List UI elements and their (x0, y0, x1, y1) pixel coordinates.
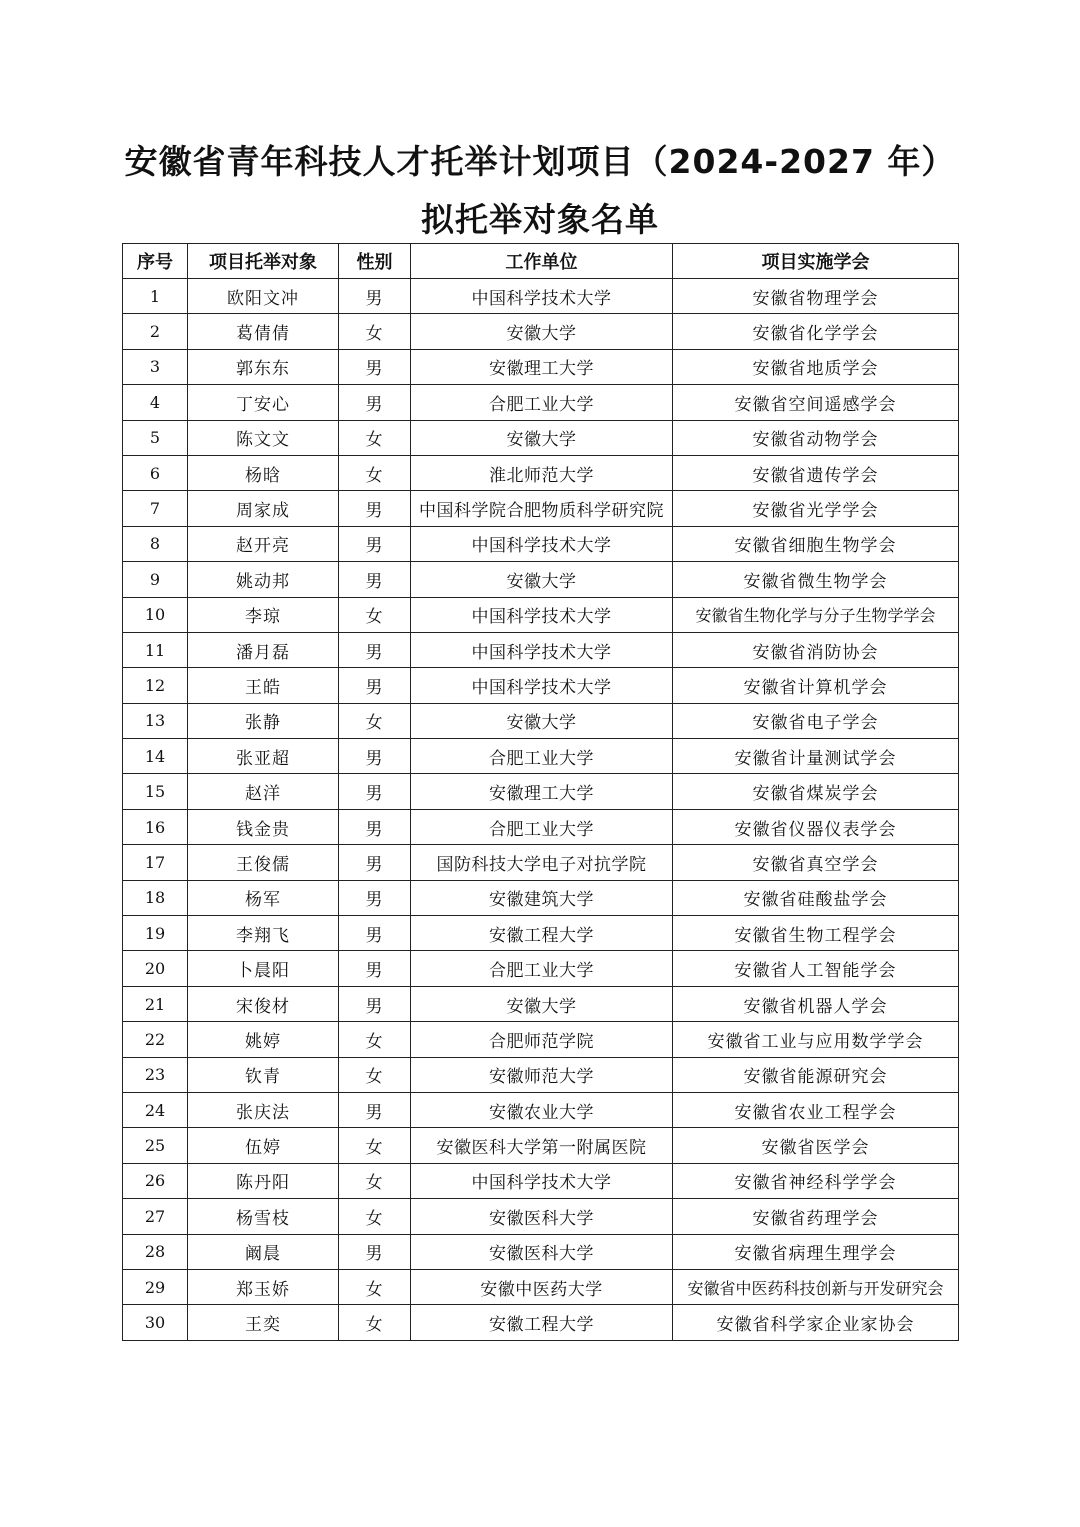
workplace-cell: 安徽大学 (411, 420, 673, 455)
candidate-cell: 陈文文 (188, 420, 339, 455)
society-cell: 安徽省中医药科技创新与开发研究会 (673, 1269, 959, 1304)
gender-cell: 女 (339, 1269, 411, 1304)
gender-cell: 男 (339, 349, 411, 384)
serial-cell: 11 (123, 632, 188, 667)
gender-cell: 男 (339, 491, 411, 526)
society-cell: 安徽省仪器仪表学会 (673, 809, 959, 844)
society-cell: 安徽省计算机学会 (673, 668, 959, 703)
gender-cell: 男 (339, 916, 411, 951)
society-cell: 安徽省工业与应用数学学会 (673, 1022, 959, 1057)
workplace-cell: 中国科学院合肥物质科学研究院 (411, 491, 673, 526)
table-row (123, 845, 959, 880)
table-row (123, 916, 959, 951)
workplace-cell: 安徽大学 (411, 314, 673, 349)
candidate-cell: 周家成 (188, 491, 339, 526)
gender-cell: 女 (339, 1057, 411, 1092)
candidate-cell: 李翔飞 (188, 916, 339, 951)
society-cell: 安徽省化学学会 (673, 314, 959, 349)
table-body (123, 279, 959, 1341)
society-cell: 安徽省机器人学会 (673, 986, 959, 1021)
header-society: 项目实施学会 (673, 244, 959, 279)
candidate-cell: 宋俊材 (188, 986, 339, 1021)
workplace-cell: 安徽工程大学 (411, 916, 673, 951)
serial-cell: 12 (123, 668, 188, 703)
workplace-cell: 淮北师范大学 (411, 455, 673, 490)
society-cell: 安徽省生物工程学会 (673, 916, 959, 951)
table-header (123, 244, 959, 279)
society-cell: 安徽省光学学会 (673, 491, 959, 526)
society-cell: 安徽省农业工程学会 (673, 1092, 959, 1127)
society-cell: 安徽省地质学会 (673, 349, 959, 384)
society-cell: 安徽省生物化学与分子生物学学会 (673, 597, 959, 632)
table-row (123, 1057, 959, 1092)
document-title: 安徽省青年科技人才托举计划项目（2024-2027 年） (124, 142, 956, 181)
serial-cell: 14 (123, 739, 188, 774)
candidate-cell: 姚婷 (188, 1022, 339, 1057)
candidate-cell: 张亚超 (188, 739, 339, 774)
gender-cell: 男 (339, 279, 411, 314)
workplace-cell: 安徽中医药大学 (411, 1269, 673, 1304)
candidate-cell: 郭东东 (188, 349, 339, 384)
society-cell: 安徽省人工智能学会 (673, 951, 959, 986)
candidate-cell: 张庆法 (188, 1092, 339, 1127)
workplace-cell: 安徽理工大学 (411, 349, 673, 384)
serial-cell: 3 (123, 349, 188, 384)
gender-cell: 男 (339, 632, 411, 667)
society-cell: 安徽省遗传学会 (673, 455, 959, 490)
candidate-cell: 姚动邦 (188, 562, 339, 597)
serial-cell: 6 (123, 455, 188, 490)
candidate-cell: 葛倩倩 (188, 314, 339, 349)
workplace-cell: 中国科学技术大学 (411, 1163, 673, 1198)
society-cell: 安徽省细胞生物学会 (673, 526, 959, 561)
serial-cell: 2 (123, 314, 188, 349)
header-gender: 性别 (339, 244, 411, 279)
serial-cell: 16 (123, 809, 188, 844)
table-row (123, 774, 959, 809)
workplace-cell: 安徽大学 (411, 562, 673, 597)
candidate-cell: 杨军 (188, 880, 339, 915)
gender-cell: 女 (339, 1163, 411, 1198)
gender-cell: 女 (339, 1199, 411, 1234)
table-row (123, 951, 959, 986)
workplace-cell: 中国科学技术大学 (411, 597, 673, 632)
workplace-cell: 合肥工业大学 (411, 739, 673, 774)
workplace-cell: 安徽医科大学 (411, 1234, 673, 1269)
workplace-cell: 合肥工业大学 (411, 951, 673, 986)
table-row (123, 349, 959, 384)
workplace-cell: 合肥师范学院 (411, 1022, 673, 1057)
workplace-cell: 中国科学技术大学 (411, 632, 673, 667)
gender-cell: 男 (339, 668, 411, 703)
serial-cell: 18 (123, 880, 188, 915)
candidate-cell: 丁安心 (188, 385, 339, 420)
table-row (123, 1199, 959, 1234)
table-row (123, 632, 959, 667)
candidate-cell: 李琼 (188, 597, 339, 632)
serial-cell: 30 (123, 1305, 188, 1340)
workplace-cell: 安徽医科大学第一附属医院 (411, 1128, 673, 1163)
table-row (123, 597, 959, 632)
candidate-cell: 王奕 (188, 1305, 339, 1340)
table-row (123, 491, 959, 526)
workplace-cell: 合肥工业大学 (411, 385, 673, 420)
candidate-cell: 王皓 (188, 668, 339, 703)
society-cell: 安徽省能源研究会 (673, 1057, 959, 1092)
gender-cell: 女 (339, 420, 411, 455)
table-row (123, 1269, 959, 1304)
table-row (123, 703, 959, 738)
society-cell: 安徽省药理学会 (673, 1199, 959, 1234)
workplace-cell: 安徽工程大学 (411, 1305, 673, 1340)
header-candidate: 项目托举对象 (188, 244, 339, 279)
table-row (123, 279, 959, 314)
workplace-cell: 中国科学技术大学 (411, 279, 673, 314)
society-cell: 安徽省医学会 (673, 1128, 959, 1163)
serial-cell: 26 (123, 1163, 188, 1198)
serial-cell: 21 (123, 986, 188, 1021)
serial-cell: 8 (123, 526, 188, 561)
serial-cell: 19 (123, 916, 188, 951)
gender-cell: 男 (339, 880, 411, 915)
candidate-cell: 郑玉娇 (188, 1269, 339, 1304)
candidate-cell: 阚晨 (188, 1234, 339, 1269)
gender-cell: 男 (339, 562, 411, 597)
workplace-cell: 安徽医科大学 (411, 1199, 673, 1234)
gender-cell: 女 (339, 1128, 411, 1163)
candidate-cell: 王俊儒 (188, 845, 339, 880)
table-row (123, 420, 959, 455)
serial-cell: 4 (123, 385, 188, 420)
table-row (123, 1128, 959, 1163)
society-cell: 安徽省空间遥感学会 (673, 385, 959, 420)
header-workplace: 工作单位 (411, 244, 673, 279)
table-row (123, 562, 959, 597)
serial-cell: 25 (123, 1128, 188, 1163)
gender-cell: 男 (339, 739, 411, 774)
society-cell: 安徽省物理学会 (673, 279, 959, 314)
society-cell: 安徽省真空学会 (673, 845, 959, 880)
gender-cell: 女 (339, 597, 411, 632)
society-cell: 安徽省科学家企业家协会 (673, 1305, 959, 1340)
table-row (123, 1305, 959, 1340)
table-row (123, 1163, 959, 1198)
candidate-cell: 伍婷 (188, 1128, 339, 1163)
serial-cell: 15 (123, 774, 188, 809)
table-row (123, 986, 959, 1021)
society-cell: 安徽省硅酸盐学会 (673, 880, 959, 915)
table-row (123, 1234, 959, 1269)
gender-cell: 男 (339, 385, 411, 420)
candidate-cell: 欧阳文冲 (188, 279, 339, 314)
candidate-table (122, 243, 959, 1341)
serial-cell: 13 (123, 703, 188, 738)
workplace-cell: 安徽建筑大学 (411, 880, 673, 915)
serial-cell: 20 (123, 951, 188, 986)
serial-cell: 22 (123, 1022, 188, 1057)
candidate-cell: 钦青 (188, 1057, 339, 1092)
society-cell: 安徽省微生物学会 (673, 562, 959, 597)
society-cell: 安徽省煤炭学会 (673, 774, 959, 809)
serial-cell: 24 (123, 1092, 188, 1127)
serial-cell: 23 (123, 1057, 188, 1092)
serial-cell: 28 (123, 1234, 188, 1269)
gender-cell: 女 (339, 1022, 411, 1057)
candidate-cell: 杨雪枝 (188, 1199, 339, 1234)
workplace-cell: 安徽师范大学 (411, 1057, 673, 1092)
header-serial: 序号 (123, 244, 188, 279)
gender-cell: 男 (339, 1234, 411, 1269)
society-cell: 安徽省计量测试学会 (673, 739, 959, 774)
gender-cell: 男 (339, 809, 411, 844)
header-row (123, 244, 959, 279)
serial-cell: 9 (123, 562, 188, 597)
candidate-cell: 赵开亮 (188, 526, 339, 561)
serial-cell: 17 (123, 845, 188, 880)
gender-cell: 女 (339, 703, 411, 738)
society-cell: 安徽省病理生理学会 (673, 1234, 959, 1269)
gender-cell: 男 (339, 845, 411, 880)
serial-cell: 10 (123, 597, 188, 632)
gender-cell: 女 (339, 314, 411, 349)
candidate-cell: 钱金贵 (188, 809, 339, 844)
gender-cell: 男 (339, 774, 411, 809)
workplace-cell: 安徽理工大学 (411, 774, 673, 809)
document-subtitle: 拟托举对象名单 (421, 200, 659, 239)
table-row (123, 809, 959, 844)
candidate-cell: 陈丹阳 (188, 1163, 339, 1198)
workplace-cell: 中国科学技术大学 (411, 668, 673, 703)
gender-cell: 男 (339, 986, 411, 1021)
gender-cell: 女 (339, 455, 411, 490)
table-row (123, 668, 959, 703)
candidate-cell: 潘月磊 (188, 632, 339, 667)
serial-cell: 29 (123, 1269, 188, 1304)
gender-cell: 男 (339, 951, 411, 986)
table-row (123, 455, 959, 490)
gender-cell: 男 (339, 1092, 411, 1127)
workplace-cell: 中国科学技术大学 (411, 526, 673, 561)
candidate-cell: 张静 (188, 703, 339, 738)
table-row (123, 1092, 959, 1127)
candidate-cell: 赵洋 (188, 774, 339, 809)
workplace-cell: 安徽大学 (411, 703, 673, 738)
society-cell: 安徽省神经科学学会 (673, 1163, 959, 1198)
table-row (123, 880, 959, 915)
workplace-cell: 国防科技大学电子对抗学院 (411, 845, 673, 880)
serial-cell: 5 (123, 420, 188, 455)
table-row (123, 385, 959, 420)
serial-cell: 7 (123, 491, 188, 526)
society-cell: 安徽省动物学会 (673, 420, 959, 455)
workplace-cell: 安徽大学 (411, 986, 673, 1021)
serial-cell: 1 (123, 279, 188, 314)
candidate-cell: 杨晗 (188, 455, 339, 490)
table-row (123, 1022, 959, 1057)
table-row (123, 526, 959, 561)
gender-cell: 男 (339, 526, 411, 561)
workplace-cell: 合肥工业大学 (411, 809, 673, 844)
workplace-cell: 安徽农业大学 (411, 1092, 673, 1127)
society-cell: 安徽省消防协会 (673, 632, 959, 667)
candidate-cell: 卜晨阳 (188, 951, 339, 986)
society-cell: 安徽省电子学会 (673, 703, 959, 738)
table-row (123, 739, 959, 774)
gender-cell: 女 (339, 1305, 411, 1340)
table-row (123, 314, 959, 349)
serial-cell: 27 (123, 1199, 188, 1234)
